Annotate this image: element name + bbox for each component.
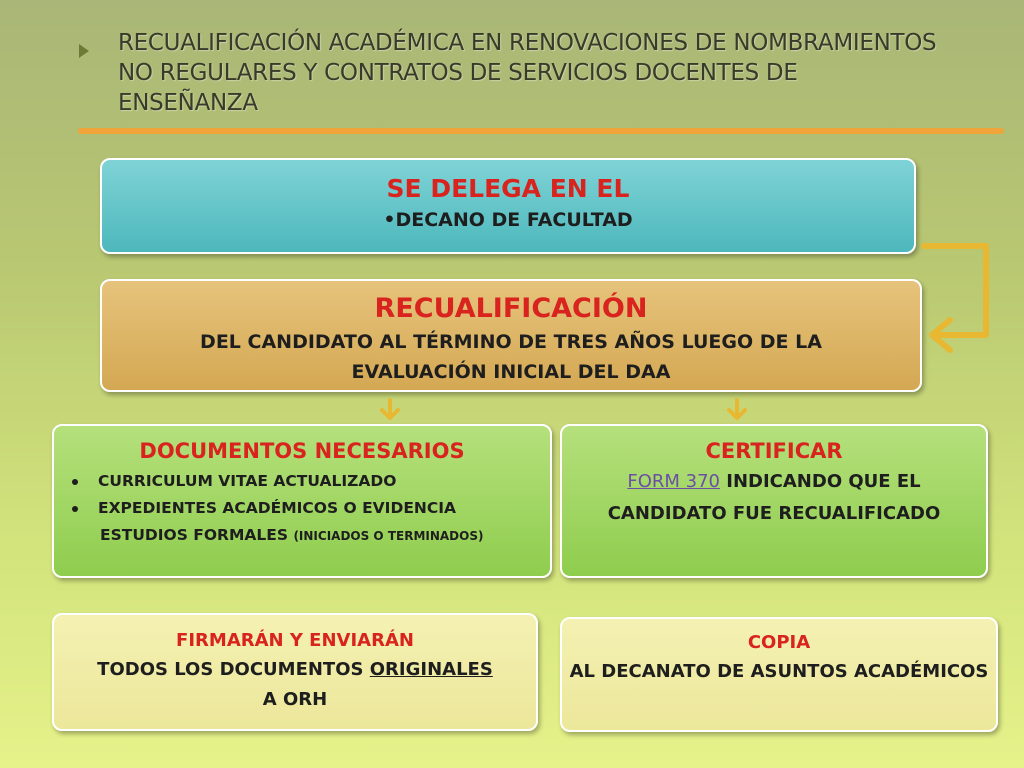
recualificacion-heading: RECUALIFICACIÓN — [374, 293, 648, 324]
certificar-box — [560, 424, 988, 578]
firmaran-body-pre: TODOS LOS DOCUMENTOS — [97, 659, 370, 680]
documentos-list — [54, 468, 550, 550]
firmaran-heading: FIRMARÁN Y ENVIARÁN — [176, 630, 414, 651]
title-divider — [78, 128, 1004, 134]
bullet-dot-icon — [72, 479, 78, 485]
list-item — [70, 495, 550, 522]
bullet-dot-icon — [72, 506, 78, 512]
firmaran-box — [52, 613, 538, 731]
delega-item: •DECANO DE FACULTAD — [383, 209, 633, 231]
copia-box — [560, 617, 998, 732]
down-arrow-left-icon — [382, 400, 398, 418]
page-title: RECUALIFICACIÓN ACADÉMICA EN RENOVACIONES DE NOMBRAMIENTOS NO REGULARES Y CONTRATOS DE SERVICIOS DOCENTES DE ENSEÑANZA — [118, 30, 937, 116]
list-item — [70, 468, 550, 495]
delega-box — [100, 158, 916, 254]
documentos-item-1: CURRICULUM VITAE ACTUALIZADO — [98, 472, 397, 490]
copia-heading: COPIA — [747, 632, 811, 653]
recualificacion-body: DEL CANDIDATO AL TÉRMINO DE TRES AÑOS LUEGO DE LA EVALUACIÓN INICIAL DEL DAA — [200, 331, 822, 383]
recualificacion-box — [100, 279, 922, 392]
documentos-item-2-line-2: ESTUDIOS FORMALES — [100, 526, 289, 544]
documentos-heading: DOCUMENTOS NECESARIOS — [139, 439, 465, 463]
down-arrow-right-icon — [729, 400, 745, 418]
documentos-item-2-note: (INICIADOS O TERMINADOS) — [293, 529, 484, 543]
firmaran-body-underlined: ORIGINALES — [369, 659, 493, 680]
copia-body: AL DECANATO DE ASUNTOS ACADÉMICOS — [569, 661, 989, 682]
certificar-heading: CERTIFICAR — [705, 439, 843, 463]
firmaran-body — [54, 655, 536, 715]
list-item-continuation — [70, 522, 550, 550]
loop-arrow-head-icon — [932, 320, 950, 350]
certificar-text: INDICANDO QUE EL CANDIDATO FUE RECUALIFICADO — [607, 471, 941, 524]
loop-connector — [924, 246, 986, 335]
firmaran-body-post: A ORH — [262, 689, 328, 710]
certificar-body — [562, 466, 986, 530]
title-bullet-icon — [79, 44, 89, 58]
form-370-link[interactable]: FORM 370 — [627, 471, 720, 492]
delega-heading: SE DELEGA EN EL — [386, 174, 630, 203]
documentos-item-2-line-1: EXPEDIENTES ACADÉMICOS O EVIDENCIA — [98, 499, 457, 517]
documentos-box — [52, 424, 552, 578]
